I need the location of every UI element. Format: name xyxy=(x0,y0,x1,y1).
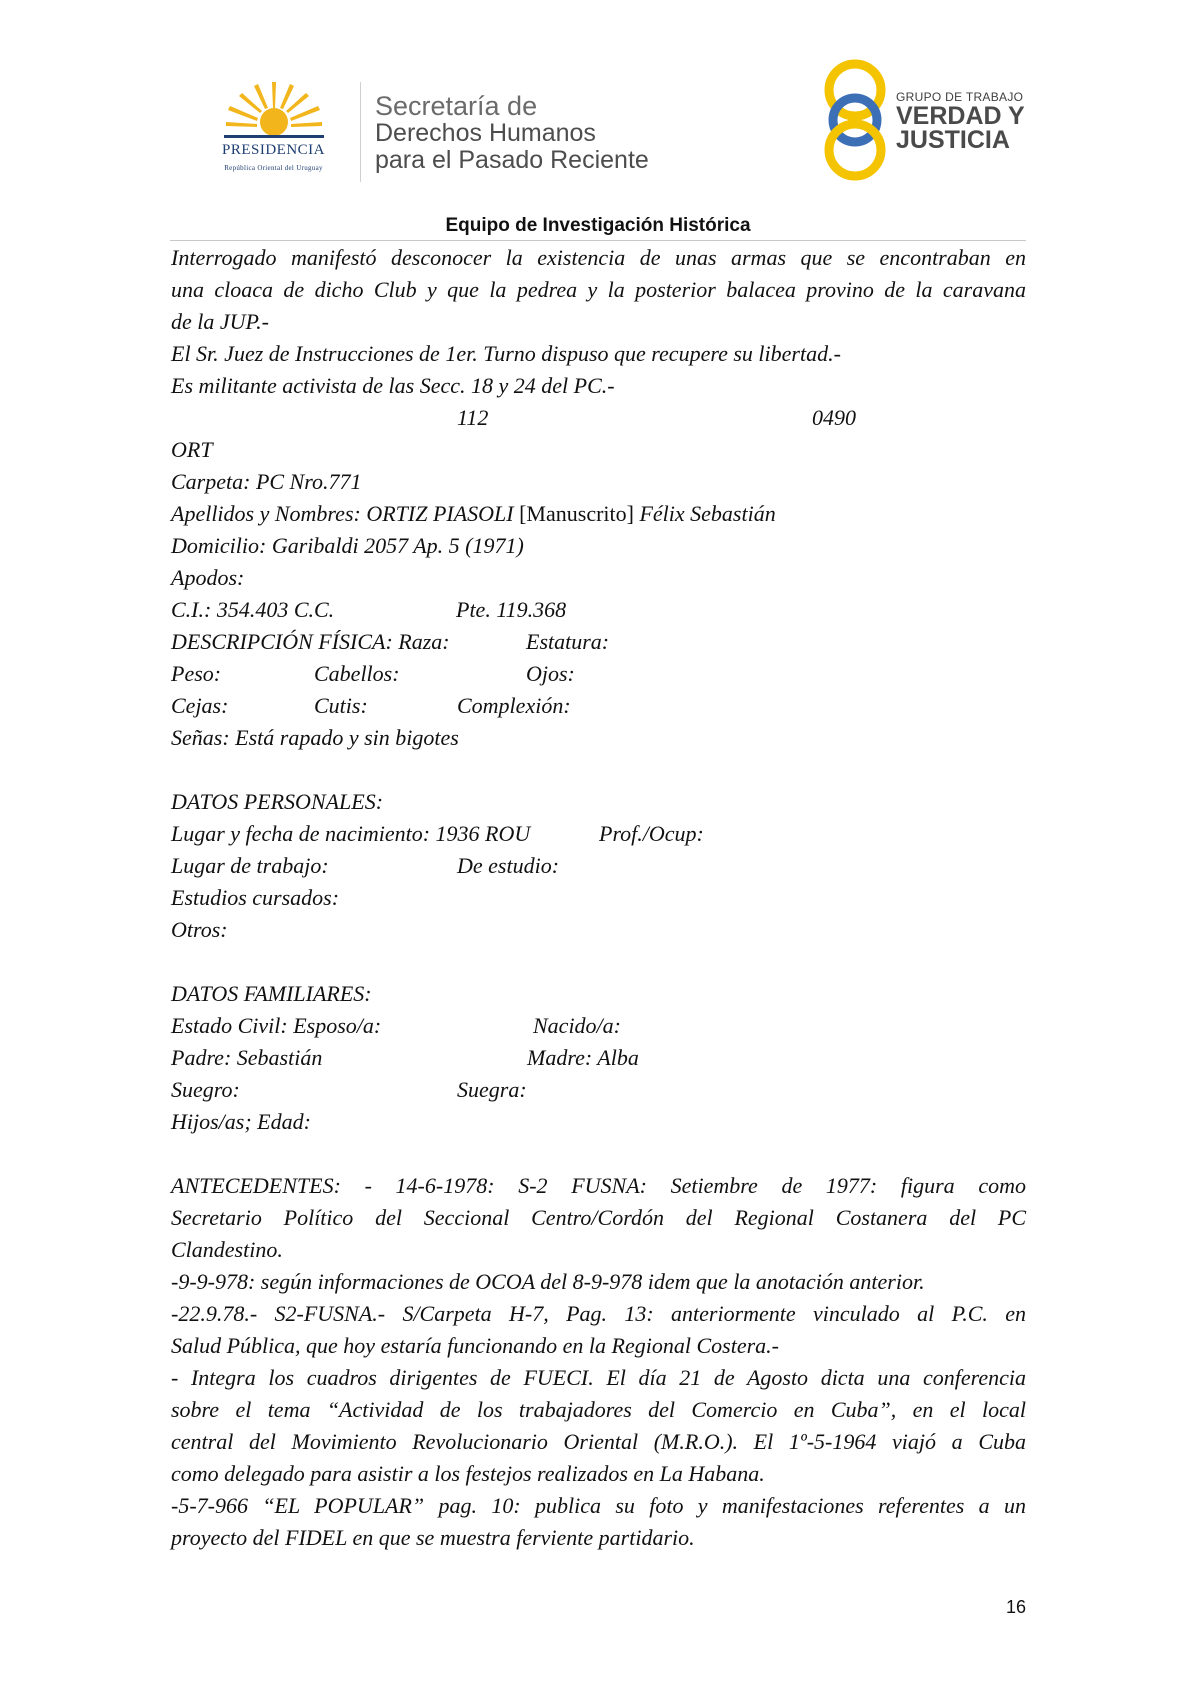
presidencia-logo xyxy=(196,80,351,180)
spacer xyxy=(171,1138,1026,1170)
antecedentes-line: - Integra los cuadros dirigentes de FUECI. El día 21 de Agosto dicta una conferencia xyxy=(171,1365,1026,1390)
senas-line: Señas: Está rapado y sin bigotes xyxy=(171,725,459,750)
apellidos-label: Apellidos y Nombres: ORTIZ PIASOLI xyxy=(171,501,514,526)
antecedentes-line: -22.9.78.- S2-FUSNA.- S/Carpeta H-7, Pag. 13: anteriormente vinculado al P.C. en xyxy=(171,1301,1026,1326)
gtvj-line-3: JUSTICIA xyxy=(896,126,1010,154)
carpeta-line: Carpeta: PC Nro.771 xyxy=(171,469,362,494)
header-divider xyxy=(360,82,361,182)
juez-line: El Sr. Juez de Instrucciones de 1er. Turno dispuso que recupere su libertad.- xyxy=(171,341,841,366)
secretaria-line-3: para el Pasado Reciente xyxy=(375,146,649,174)
antecedentes-line: central del Movimiento Revolucionario Oriental (M.R.O.). El 1º-5-1964 viajó a Cuba xyxy=(171,1429,1026,1454)
datos-familiares-heading: DATOS FAMILIARES: xyxy=(171,981,372,1006)
document-body xyxy=(171,242,1026,1554)
ref-112: 112 xyxy=(457,405,489,430)
descripcion-fisica-label: DESCRIPCIÓN FÍSICA: Raza: xyxy=(171,629,450,654)
spacer xyxy=(171,754,1026,786)
estatura-field: Estatura: xyxy=(526,629,610,654)
de-estudio-field: De estudio: xyxy=(457,853,560,878)
team-title: Equipo de Investigación Histórica xyxy=(445,215,751,236)
sun-emblem-icon xyxy=(224,80,324,142)
cejas-line xyxy=(171,690,1026,722)
antecedentes-line: proyecto del FIDEL en que se muestra ferviente partidario. xyxy=(171,1525,695,1550)
paragraph-line: Interrogado manifestó desconocer la existencia de unas armas que se encontraban en xyxy=(171,245,1026,270)
madre-field: Madre: Alba xyxy=(527,1045,639,1070)
estado-civil-line xyxy=(171,1010,1026,1042)
gtvj-line-2: VERDAD Y xyxy=(896,102,1025,130)
presidencia-subtitle: República Oriental del Uruguay xyxy=(224,164,323,172)
secretaria-line-1: Secretaría de xyxy=(375,91,538,121)
ref-0490: 0490 xyxy=(812,405,856,430)
suegra-field: Suegra: xyxy=(457,1077,527,1102)
lugar-trabajo-field: Lugar de trabajo: xyxy=(171,853,329,878)
page-number: 16 xyxy=(1006,1597,1027,1617)
domicilio-line: Domicilio: Garibaldi 2057 Ap. 5 (1971) xyxy=(171,533,524,558)
ci-line xyxy=(171,594,1026,626)
trabajo-line xyxy=(171,850,1026,882)
header-rule xyxy=(170,240,1026,241)
presidencia-name: PRESIDENCIA xyxy=(221,142,325,158)
ort-line: ORT xyxy=(171,437,213,462)
nombres-value: Félix Sebastián xyxy=(639,501,776,526)
cutis-field: Cutis: xyxy=(314,693,368,718)
reference-numbers-line xyxy=(171,402,1026,434)
paragraph-line: de la JUP.- xyxy=(171,309,269,334)
antecedentes-line: Salud Pública, que hoy estaría funcionando en la Regional Costera.- xyxy=(171,1333,779,1358)
ojos-field: Ojos: xyxy=(526,661,575,686)
complexion-field: Complexión: xyxy=(457,693,571,718)
secretaria-line-2: Derechos Humanos xyxy=(375,119,596,147)
antecedentes-line: Secretario Político del Seccional Centro/Cordón del Regional Costanera del PC xyxy=(171,1205,1026,1230)
paragraph-line: una cloaca de dicho Club y que la pedrea y la posterior balacea provino de la caravana xyxy=(171,277,1026,302)
peso-line xyxy=(171,658,1026,690)
antecedentes-line: ANTECEDENTES: - 14-6-1978: S-2 FUSNA: Setiembre de 1977: figura como xyxy=(171,1173,1026,1198)
linked-rings-icon xyxy=(820,58,890,183)
antecedentes-line: -5-7-966 “EL POPULAR” pag. 10: publica su foto y manifestaciones referentes a un xyxy=(171,1493,1026,1518)
apodos-line: Apodos: xyxy=(171,565,245,590)
nacido-field: Nacido/a: xyxy=(533,1013,621,1038)
suegro-field: Suegro: xyxy=(171,1077,240,1102)
datos-personales-heading: DATOS PERSONALES: xyxy=(171,789,384,814)
otros-line: Otros: xyxy=(171,917,228,942)
peso-field: Peso: xyxy=(171,661,222,686)
verdad-justicia-logo xyxy=(820,58,1050,183)
secretaria-logo-text xyxy=(375,92,649,174)
suegros-line xyxy=(171,1074,1026,1106)
ci-field: C.I.: 354.403 C.C. xyxy=(171,597,335,622)
descripcion-fisica-line xyxy=(171,626,1026,658)
militante-line: Es militante activista de las Secc. 18 y 24 del PC.- xyxy=(171,373,615,398)
nacimiento-line xyxy=(171,818,1026,850)
hijos-line: Hijos/as; Edad: xyxy=(171,1109,311,1134)
verdad-justicia-text xyxy=(896,90,1025,152)
padres-line xyxy=(171,1042,1026,1074)
estudios-line: Estudios cursados: xyxy=(171,885,340,910)
apellidos-line xyxy=(171,498,1026,530)
antecedentes-line: Clandestino. xyxy=(171,1237,283,1262)
manuscrito-note: [Manuscrito] xyxy=(519,501,634,526)
lugar-fecha-field: Lugar y fecha de nacimiento: 1936 ROU xyxy=(171,821,531,846)
pte-field: Pte. 119.368 xyxy=(456,597,567,622)
antecedentes-line: como delegado para asistir a los festejos realizados en La Habana. xyxy=(171,1461,765,1486)
padre-field: Padre: Sebastián xyxy=(171,1045,323,1070)
antecedentes-line: sobre el tema “Actividad de los trabajadores del Comercio en Cuba”, en el local xyxy=(171,1397,1026,1422)
gtvj-line-1: GRUPO DE TRABAJO xyxy=(896,90,1024,104)
prof-field: Prof./Ocup: xyxy=(599,821,704,846)
cabellos-field: Cabellos: xyxy=(314,661,400,686)
cejas-field: Cejas: xyxy=(171,693,229,718)
antecedentes-line: -9-9-978: según informaciones de OCOA del 8-9-978 idem que la anotación anterior. xyxy=(171,1269,925,1294)
spacer xyxy=(171,946,1026,978)
estado-civil-field: Estado Civil: Esposo/a: xyxy=(171,1013,382,1038)
